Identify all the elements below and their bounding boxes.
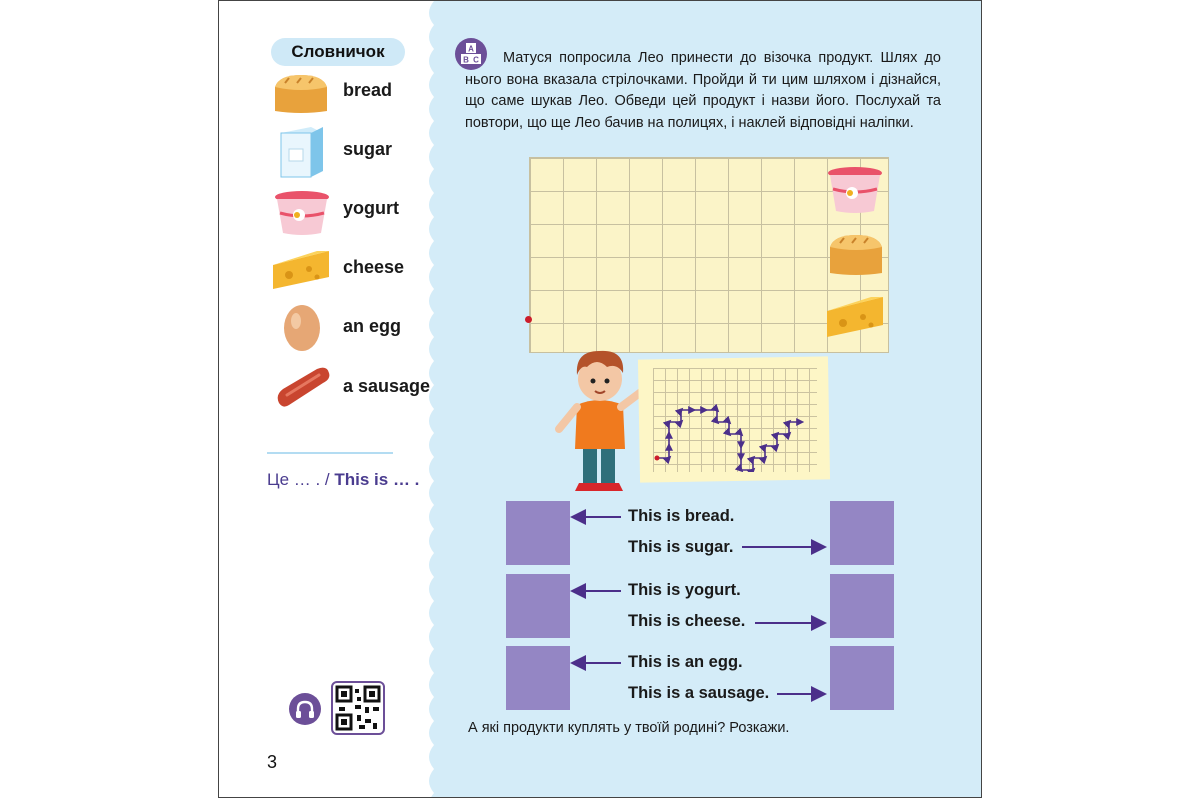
shelf-cheese-icon[interactable]	[825, 295, 887, 341]
abc-letter-c: C	[473, 55, 479, 65]
bread-icon	[271, 73, 331, 115]
sticker-box-left-2[interactable]	[506, 574, 570, 638]
sentence-pattern	[267, 470, 419, 490]
instruction-text: Матуся попросила Лео принести до візочка продукт. Шлях до нього вона вказала стрілочками. Пройди й ти цим шляхом і дізнайся, що саме шукав Лео. Обведи цей продукт і назви його. Послухай та повтори, що ще Лео бачив на полицях, і наклей відповідні наліпки.	[465, 50, 941, 131]
qr-code-icon[interactable]	[331, 681, 385, 735]
sticker-box-right-2[interactable]	[830, 574, 894, 638]
shelf-bread-icon[interactable]	[826, 233, 886, 277]
workbook-page	[218, 0, 982, 798]
sentence-bread: This is bread.	[628, 507, 735, 525]
shelf-yogurt-icon[interactable]	[826, 165, 884, 217]
pattern-english: This is … .	[334, 470, 420, 489]
sticker-box-right-3[interactable]	[830, 646, 894, 710]
divider	[267, 452, 393, 454]
start-point	[525, 316, 532, 323]
vocab-word-sausage: a sausage	[343, 376, 431, 396]
abc-letter-b: B	[463, 55, 469, 65]
arrow-path-hint	[653, 368, 817, 472]
cheese-icon	[271, 249, 333, 291]
abc-letter-a: A	[468, 44, 474, 54]
vocab-word-cheese: cheese	[343, 257, 405, 277]
vocab-word-yogurt: yogurt	[343, 198, 399, 218]
page-number: 3	[267, 752, 278, 772]
vocab-word-sugar: sugar	[343, 139, 393, 159]
sausage-icon	[271, 361, 333, 413]
discussion-question: А які продукти куплять у твоїй родині? Розкажи.	[468, 720, 790, 736]
sugar-box-icon	[277, 123, 327, 179]
sentence-yogurt: This is yogurt.	[628, 581, 741, 599]
vocabulary-title: Словничок	[271, 38, 405, 66]
sticker-box-left-3[interactable]	[506, 646, 570, 710]
vocab-word-bread: bread	[343, 80, 393, 100]
egg-icon	[281, 301, 323, 353]
sentence-cheese: This is cheese.	[628, 612, 746, 630]
headphones-icon[interactable]	[289, 693, 321, 725]
boy-leo-illustration	[553, 345, 649, 495]
sentence-sausage: This is a sausage.	[628, 684, 770, 702]
vocab-word-egg: an egg	[343, 316, 402, 336]
wavy-edge	[424, 1, 446, 798]
pattern-ukrainian: Це … . /	[267, 470, 335, 489]
sentence-egg: This is an egg.	[628, 653, 743, 671]
sticker-box-right-1[interactable]	[830, 501, 894, 565]
sentence-sugar: This is sugar.	[628, 538, 734, 556]
sticker-box-left-1[interactable]	[506, 501, 570, 565]
yogurt-cup-icon	[273, 189, 331, 237]
